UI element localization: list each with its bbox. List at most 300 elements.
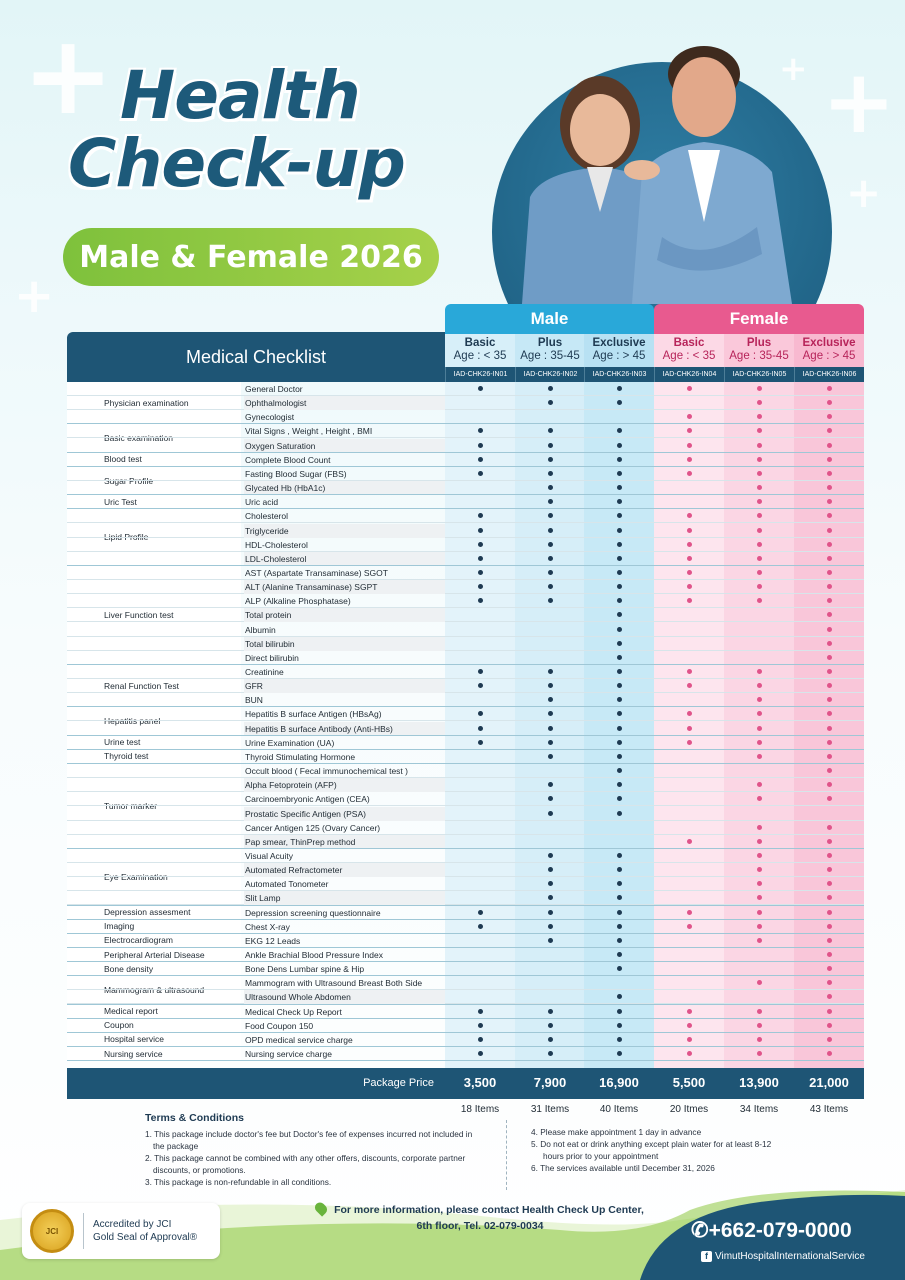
checklist-item: Thyroid Stimulating Hormone [245,751,356,762]
checklist-item: Chest X-ray [245,921,290,932]
included-dot-icon [827,825,832,830]
package-price: 3,500 [463,1075,497,1090]
terms-left [145,1112,475,1188]
included-dot-icon [617,542,622,547]
category-label: Tumor marker [67,764,241,849]
included-dot-icon [827,499,832,504]
package-item-count: 20 Itmes [669,1104,709,1115]
included-dot-icon [617,570,622,575]
included-dot-icon [617,768,622,773]
package-item-count: 40 Items [599,1104,639,1115]
included-dot-icon [478,528,483,533]
included-dot-icon [687,556,692,561]
included-dot-icon [617,994,622,999]
included-dot-icon [827,386,832,391]
contact-line-1: For more information, please contact Health Check Up Center, [334,1204,644,1216]
table-row [67,736,864,750]
included-dot-icon [757,1023,762,1028]
category-label: Physician examination [67,382,241,424]
included-dot-icon [757,697,762,702]
package-age: Age : > 45 [592,349,646,362]
checklist-item: Cholesterol [245,511,288,522]
checklist-item: General Doctor [245,384,303,394]
included-dot-icon [687,386,692,391]
checklist-item: LDL-Cholesterol [244,552,445,566]
package-item-count: 43 Items [809,1104,849,1115]
package-name: Plus [746,337,772,349]
included-dot-icon [548,584,553,589]
category-divider [67,1060,864,1061]
package-age: Age : 35-45 [729,349,789,362]
included-dot-icon [617,796,622,801]
checklist-item: Pap smear, ThinPrep method [244,835,445,849]
included-dot-icon [617,499,622,504]
included-dot-icon [757,1037,762,1042]
included-dot-icon [757,683,762,688]
included-dot-icon [827,881,832,886]
seal-text: JCI [45,1226,59,1236]
included-dot-icon [548,570,553,575]
included-dot-icon [827,485,832,490]
jci-line-1: Accredited by JCI [93,1219,172,1230]
included-dot-icon [687,528,692,533]
checklist-item: Visual Acuity [245,850,294,861]
checklist-item: Total bilirubin [244,637,445,651]
table-row [67,396,864,410]
included-dot-icon [617,400,622,405]
included-dot-icon [548,782,553,787]
included-dot-icon [757,726,762,731]
included-dot-icon [548,499,553,504]
package-age: Age : < 35 [453,349,507,362]
subtitle-badge: Male & Female 2026 [63,228,439,286]
category-label: Liver Function test [67,566,241,665]
included-dot-icon [757,711,762,716]
included-dot-icon [617,754,622,759]
plus-decoration-icon: + [822,50,896,153]
table-row [67,821,864,835]
included-dot-icon [827,1037,832,1042]
included-dot-icon [757,414,762,419]
included-dot-icon [617,428,622,433]
included-dot-icon [617,556,622,561]
included-dot-icon [548,711,553,716]
included-dot-icon [757,485,762,490]
included-dot-icon [617,485,622,490]
table-row [67,807,864,821]
included-dot-icon [617,669,622,674]
included-dot-icon [617,612,622,617]
table-row [67,849,864,863]
package-item-count: 31 Items [530,1104,570,1115]
category-label: Peripheral Arterial Disease [67,948,241,962]
phone-icon: ✆ [691,1219,709,1242]
included-dot-icon [757,924,762,929]
checklist-item: AST (Aspartate Transaminase) SGOT [245,567,388,578]
table-row [67,439,864,453]
checklist-item: Vital Signs , Weight , Height , BMI [245,426,373,437]
hero-photo [492,22,832,304]
included-dot-icon [548,556,553,561]
included-dot-icon [827,1051,832,1056]
included-dot-icon [617,867,622,872]
included-dot-icon [687,711,692,716]
table-row [67,891,864,905]
included-dot-icon [687,598,692,603]
checklist-item: Fasting Blood Sugar (FBS) [245,468,347,479]
plus-decoration-icon: + [779,49,808,89]
facebook-text: VimutHospitalInternationalService [715,1251,865,1262]
checklist-item: Ankle Brachial Blood Pressure Index [245,950,383,960]
included-dot-icon [478,683,483,688]
package-header [654,334,724,367]
included-dot-icon [827,867,832,872]
package-age: Age : 35-45 [520,349,580,362]
included-dot-icon [757,584,762,589]
checklist-item: Nursing service charge [245,1049,332,1060]
table-row [67,906,864,920]
table-row [67,934,864,948]
included-dot-icon [827,570,832,575]
included-dot-icon [617,627,622,632]
included-dot-icon [548,542,553,547]
included-dot-icon [478,457,483,462]
included-dot-icon [757,910,762,915]
included-dot-icon [687,570,692,575]
included-dot-icon [757,556,762,561]
checklist-item: Gynecologist [245,412,295,423]
included-dot-icon [827,711,832,716]
table-row [67,722,864,736]
checklist-item: Medical Check Up Report [245,1006,342,1017]
included-dot-icon [687,1023,692,1028]
included-dot-icon [548,386,553,391]
included-dot-icon [827,584,832,589]
table-row [67,623,864,637]
package-name: Exclusive [802,337,856,349]
included-dot-icon [548,924,553,929]
included-dot-icon [687,443,692,448]
checklist-item: BUN [245,695,263,706]
package-header [724,334,794,367]
included-dot-icon [617,1009,622,1014]
term-item: 4. Please make appointment 1 day in advance [531,1127,702,1137]
included-dot-icon [827,910,832,915]
included-dot-icon [548,938,553,943]
included-dot-icon [827,853,832,858]
table-row [67,778,864,792]
included-dot-icon [617,881,622,886]
table-row [67,552,864,566]
included-dot-icon [827,1023,832,1028]
category-label: Nursing service [67,1047,241,1061]
included-dot-icon [548,428,553,433]
checklist-item: Albumin [245,624,276,635]
included-dot-icon [827,683,832,688]
included-dot-icon [617,598,622,603]
table-row [67,750,864,764]
category-label: Hepatitis panel [67,707,241,735]
included-dot-icon [827,428,832,433]
checklist-item: Urine Examination (UA) [245,737,335,748]
included-dot-icon [617,726,622,731]
included-dot-icon [548,726,553,731]
included-dot-icon [827,400,832,405]
table-row [67,651,864,665]
table-row [67,424,864,438]
checklist-item: Triglyceride [244,524,445,538]
included-dot-icon [827,669,832,674]
table-row [67,566,864,580]
included-dot-icon [548,669,553,674]
package-price: 21,000 [809,1075,849,1090]
price-label: Package Price [363,1077,434,1089]
table-row [67,693,864,707]
category-label: Hospital service [67,1033,241,1047]
package-name: Basic [464,337,496,349]
included-dot-icon [548,598,553,603]
included-dot-icon [827,697,832,702]
checklist-item: Total protein [244,608,445,622]
category-label: Mammogram & ultrasound [67,976,241,1004]
included-dot-icon [478,542,483,547]
package-name: Plus [537,337,563,349]
included-dot-icon [548,1009,553,1014]
included-dot-icon [827,924,832,929]
included-dot-icon [687,924,692,929]
included-dot-icon [827,726,832,731]
included-dot-icon [757,471,762,476]
included-dot-icon [827,627,832,632]
facebook-icon: f [701,1251,712,1262]
checklist-item: Uric acid [245,497,279,508]
table-row [67,608,864,622]
checklist-item: Ophthalmologist [244,396,445,410]
checklist-item: Cancer Antigen 125 (Ovary Cancer) [245,822,381,833]
checklist-item: Hepatitis B surface Antigen (HBsAg) [245,709,382,720]
included-dot-icon [617,811,622,816]
package-item-count: 18 Items [460,1104,500,1115]
included-dot-icon [757,754,762,759]
package-age: Age : > 45 [802,349,856,362]
included-dot-icon [757,598,762,603]
included-dot-icon [827,768,832,773]
checklist-item: Automated Refractometer [244,863,445,877]
package-header [794,334,864,367]
contact-info [300,1202,660,1234]
checklist-item: Hepatitis B surface Antibody (Anti-HBs) [244,722,445,736]
category-label: Imaging [67,920,241,934]
included-dot-icon [687,414,692,419]
table-row [67,524,864,538]
term-item: 6. The services available until December 31, 2026 [531,1163,715,1173]
included-dot-icon [757,570,762,575]
included-dot-icon [478,513,483,518]
included-dot-icon [827,528,832,533]
package-price: 13,900 [739,1075,779,1090]
included-dot-icon [827,740,832,745]
included-dot-icon [757,839,762,844]
checklist-item: Food Coupon 150 [245,1020,314,1031]
included-dot-icon [617,895,622,900]
jci-line-2: Gold Seal of Approval® [93,1232,198,1243]
package-age: Age : < 35 [662,349,716,362]
included-dot-icon [757,980,762,985]
included-dot-icon [548,1023,553,1028]
included-dot-icon [478,1023,483,1028]
checklist-item: Oxygen Saturation [244,439,445,453]
included-dot-icon [757,825,762,830]
phone-number[interactable] [691,1218,852,1243]
included-dot-icon [617,443,622,448]
checklist-item: Slit Lamp [244,891,445,905]
table-row [67,1033,864,1047]
included-dot-icon [757,740,762,745]
table-row [67,1047,864,1061]
category-label: Renal Function Test [67,665,241,707]
phone-text: +662-079-0000 [708,1219,852,1242]
checklist-item: Automated Tonometer [245,879,329,890]
included-dot-icon [478,669,483,674]
included-dot-icon [617,697,622,702]
table-row [67,707,864,721]
included-dot-icon [617,584,622,589]
table-row [67,495,864,509]
category-label: Depression assesment [67,906,241,920]
plus-decoration-icon: + [846,168,882,217]
table-row [67,538,864,552]
table-row [67,509,864,523]
checklist-item: Glycated Hb (HbA1c) [244,481,445,495]
checklist-item: Occult blood ( Fecal immunochemical test ) [245,766,408,777]
contact-line-2: 6th floor, Tel. 02-079-0034 [416,1220,544,1232]
package-price: 16,900 [599,1075,639,1090]
included-dot-icon [687,584,692,589]
table-title: Medical Checklist [67,332,445,382]
plus-decoration-icon: + [14,268,55,324]
table-row [67,453,864,467]
checklist-item: Bone Dens Lumbar spine & Hip [245,964,365,975]
included-dot-icon [548,811,553,816]
included-dot-icon [617,910,622,915]
included-dot-icon [617,782,622,787]
included-dot-icon [478,711,483,716]
included-dot-icon [548,457,553,462]
included-dot-icon [478,386,483,391]
checklist-item: HDL-Cholesterol [245,539,308,550]
included-dot-icon [687,669,692,674]
included-dot-icon [757,1009,762,1014]
included-dot-icon [617,1037,622,1042]
table-row [67,637,864,651]
included-dot-icon [478,1037,483,1042]
package-code: IAD-CHK26-IN05 [724,367,794,382]
jci-seal-icon [30,1209,74,1253]
plus-decoration-icon: + [22,11,115,139]
category-label: Thyroid test [67,750,241,764]
facebook-link[interactable] [701,1251,865,1262]
included-dot-icon [827,655,832,660]
table-row [67,920,864,934]
included-dot-icon [757,938,762,943]
included-dot-icon [617,641,622,646]
included-dot-icon [687,542,692,547]
included-dot-icon [617,1051,622,1056]
checklist-item: Prostatic Specific Antigen (PSA) [244,807,445,821]
category-label: Eye Examination [67,849,241,906]
checklist-item: ALP (Alkaline Phosphatase) [245,596,351,607]
checklist-item: OPD medical service charge [245,1034,353,1045]
included-dot-icon [757,542,762,547]
included-dot-icon [478,1009,483,1014]
included-dot-icon [827,994,832,999]
included-dot-icon [827,938,832,943]
included-dot-icon [548,485,553,490]
included-dot-icon [827,556,832,561]
table-row [67,863,864,877]
category-label: Blood test [67,453,241,467]
package-price: 7,900 [533,1075,567,1090]
checklist-item: Mammogram with Ultrasound Breast Both Side [245,978,423,989]
title-line-1: Health [120,57,360,134]
included-dot-icon [478,1051,483,1056]
package-code: IAD-CHK26-IN04 [654,367,724,382]
included-dot-icon [548,895,553,900]
included-dot-icon [548,910,553,915]
included-dot-icon [548,683,553,688]
terms-title: Terms & Conditions [145,1112,244,1124]
included-dot-icon [478,726,483,731]
included-dot-icon [757,881,762,886]
checklist-item: ALT (Alanine Transaminase) SGPT [244,580,445,594]
table-row [67,665,864,679]
category-label: Uric Test [67,495,241,509]
included-dot-icon [757,457,762,462]
included-dot-icon [827,796,832,801]
checklist-item: Carcinoembryonic Antigen (CEA) [245,794,370,805]
included-dot-icon [757,782,762,787]
included-dot-icon [548,740,553,745]
included-dot-icon [687,1037,692,1042]
included-dot-icon [478,556,483,561]
included-dot-icon [548,443,553,448]
included-dot-icon [757,499,762,504]
table-row [67,580,864,594]
term-item: 2. This package cannot be combined with any other offers, discounts, corporate partner discounts, or promotions. [145,1153,466,1175]
included-dot-icon [827,966,832,971]
included-dot-icon [478,740,483,745]
included-dot-icon [617,711,622,716]
category-label: Basic examination [67,424,241,452]
package-price: 5,500 [672,1075,706,1090]
terms-divider [506,1120,507,1190]
included-dot-icon [687,428,692,433]
table-row [67,948,864,962]
included-dot-icon [617,853,622,858]
included-dot-icon [617,966,622,971]
included-dot-icon [757,528,762,533]
table-row [67,962,864,976]
included-dot-icon [478,443,483,448]
table-row [67,594,864,608]
category-label: Electrocardiogram [67,934,241,948]
included-dot-icon [827,952,832,957]
table-row [67,481,864,495]
included-dot-icon [687,839,692,844]
included-dot-icon [827,839,832,844]
included-dot-icon [617,457,622,462]
included-dot-icon [617,655,622,660]
